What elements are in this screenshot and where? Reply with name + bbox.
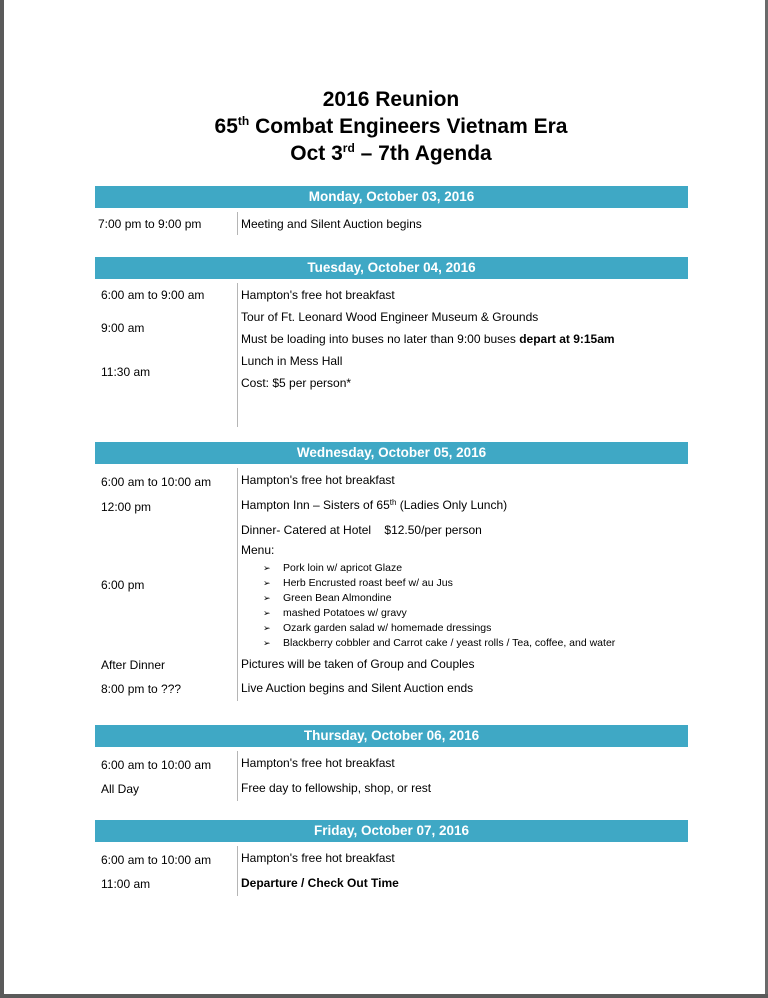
agenda-desc <box>237 350 688 394</box>
agenda-desc-line: Dinner- Catered at Hotel $12.50/per person <box>241 523 482 537</box>
agenda-time: 6:00 am to 10:00 am <box>101 852 212 867</box>
agenda-desc <box>237 494 688 519</box>
agenda-desc <box>237 847 688 872</box>
arrowhead-bullet-icon: ➢ <box>263 563 271 573</box>
agenda-desc <box>237 519 688 651</box>
agenda-desc <box>237 213 688 235</box>
day-header: Tuesday, October 04, 2016 <box>95 257 688 279</box>
agenda-row <box>95 752 688 777</box>
agenda-time: 6:00 am to 10:00 am <box>101 757 212 772</box>
agenda-time: 6:00 am to 10:00 am <box>101 474 212 489</box>
agenda-time: 8:00 pm to ??? <box>101 682 182 696</box>
agenda-desc-text: (Ladies Only Lunch) <box>396 498 508 512</box>
agenda-desc <box>237 872 688 896</box>
agenda-desc-line: Lunch in Mess Hall <box>241 354 343 368</box>
title-sup-th: th <box>237 114 250 128</box>
menu-item <box>263 561 688 576</box>
agenda-row <box>95 306 688 350</box>
agenda-desc <box>237 653 688 677</box>
agenda-desc-line: Cost: $5 per person* <box>241 376 352 390</box>
day-header: Wednesday, October 05, 2016 <box>95 442 688 464</box>
agenda-desc-text: Hampton Inn – Sisters of 65 <box>241 498 390 512</box>
agenda-desc <box>237 752 688 777</box>
title-text-3a: Oct 3 <box>290 142 343 165</box>
dinner-menu-list <box>241 561 688 651</box>
agenda-desc <box>237 306 688 350</box>
day-header: Thursday, October 06, 2016 <box>95 725 688 747</box>
arrowhead-bullet-icon: ➢ <box>263 608 271 618</box>
agenda-desc-line: Hampton's free hot breakfast <box>241 756 395 770</box>
agenda-desc-line: Menu: <box>241 543 275 557</box>
day-rows <box>95 279 688 427</box>
agenda-desc-line: Hampton's free hot breakfast <box>241 288 395 302</box>
document-title <box>0 86 768 167</box>
agenda-desc-text: Must be loading into buses no later than 9:00 buses <box>241 332 520 346</box>
title-sup-rd: rd <box>342 141 355 155</box>
agenda-row <box>95 284 688 306</box>
agenda-row <box>95 494 688 519</box>
agenda-desc <box>237 677 688 701</box>
agenda-desc-line: Tour of Ft. Leonard Wood Engineer Museum & Grounds <box>241 310 539 324</box>
day-rows <box>95 747 688 801</box>
agenda-time: All Day <box>101 782 140 796</box>
menu-item <box>263 621 688 636</box>
agenda-desc-sup: th <box>389 498 397 507</box>
agenda-time: After Dinner <box>101 658 166 672</box>
day-rows <box>95 464 688 701</box>
title-text-2b: Combat Engineers Vietnam Era <box>249 115 568 138</box>
arrowhead-bullet-icon: ➢ <box>263 578 271 588</box>
agenda-desc <box>237 777 688 801</box>
menu-item-text: Pork loin w/ apricot Glaze <box>283 562 403 574</box>
title-line-3 <box>0 140 768 167</box>
arrowhead-bullet-icon: ➢ <box>263 638 271 648</box>
menu-item-text: Blackberry cobbler and Carrot cake / yeast rolls / Tea, coffee, and water <box>283 637 616 649</box>
agenda-row <box>95 653 688 677</box>
agenda-row <box>95 350 688 394</box>
agenda-desc-line: Free day to fellowship, shop, or rest <box>241 781 432 795</box>
day-section-friday <box>95 820 688 896</box>
menu-item-text: mashed Potatoes w/ gravy <box>283 607 407 619</box>
title-text-3b: – 7th Agenda <box>354 142 492 165</box>
menu-item <box>263 591 688 606</box>
agenda-row <box>95 677 688 701</box>
agenda-time: 11:30 am <box>101 365 151 379</box>
arrowhead-bullet-icon: ➢ <box>263 623 271 633</box>
agenda-desc-line <box>241 328 688 350</box>
agenda-time: 11:00 am <box>101 877 151 891</box>
day-rows <box>95 208 688 235</box>
day-section-monday <box>95 186 688 235</box>
agenda-desc <box>237 284 688 306</box>
agenda-row <box>95 872 688 896</box>
agenda-time: 6:00 am to 9:00 am <box>101 288 205 302</box>
menu-item-text: Ozark garden salad w/ homemade dressings <box>283 622 492 634</box>
day-header: Friday, October 07, 2016 <box>95 820 688 842</box>
menu-item <box>263 606 688 621</box>
menu-item-text: Green Bean Almondine <box>283 592 392 604</box>
agenda-desc-line: Hampton's free hot breakfast <box>241 473 395 487</box>
menu-item-text: Herb Encrusted roast beef w/ au Jus <box>283 577 453 589</box>
agenda-desc-line: Meeting and Silent Auction begins <box>241 217 422 231</box>
agenda-row <box>95 469 688 494</box>
day-rows <box>95 842 688 896</box>
day-section-thursday <box>95 725 688 801</box>
title-line-2 <box>0 113 768 140</box>
agenda-row <box>95 777 688 801</box>
agenda-time: 9:00 am <box>101 321 145 335</box>
window-bottom-border <box>0 994 768 998</box>
agenda-desc-line: Live Auction begins and Silent Auction ends <box>241 681 474 695</box>
agenda-desc-bold: depart at 9:15am <box>519 332 615 346</box>
agenda-time: 12:00 pm <box>101 499 152 514</box>
agenda-time: 6:00 pm <box>101 578 145 592</box>
agenda-row <box>95 519 688 651</box>
day-section-tuesday <box>95 257 688 427</box>
title-text-2a: 65 <box>214 115 238 138</box>
agenda-desc-line: Pictures will be taken of Group and Couples <box>241 657 475 671</box>
agenda-desc-line <box>241 494 688 516</box>
day-section-wednesday <box>95 442 688 701</box>
agenda-time: 7:00 pm to 9:00 pm <box>98 217 202 231</box>
menu-item <box>263 576 688 591</box>
day-header: Monday, October 03, 2016 <box>95 186 688 208</box>
arrowhead-bullet-icon: ➢ <box>263 593 271 603</box>
agenda-row <box>95 213 688 235</box>
agenda-desc-line: Hampton's free hot breakfast <box>241 851 395 865</box>
agenda-desc <box>237 469 688 494</box>
agenda-desc-line: Departure / Check Out Time <box>241 876 399 890</box>
agenda-row <box>95 847 688 872</box>
title-text-1: 2016 Reunion <box>322 88 460 111</box>
title-line-1 <box>0 86 768 113</box>
menu-item <box>263 636 688 651</box>
